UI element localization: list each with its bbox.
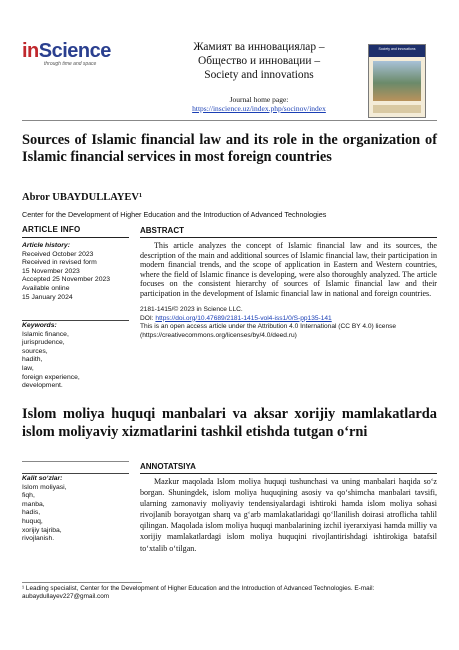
uzbek-keywords-label: Kalit so‘zlar: [22,475,63,482]
abstract-section [140,226,437,340]
keyword-item: Islamic finance, [22,330,69,338]
logo-tagline: through time and space [44,61,97,67]
abstract-text: This article analyzes the concept of Islamic financial law and its sources, the description of the main and additional sources of Islamic financial law, their participation in modern financial trends, and the scope of application in Eastern and Western countries, where the field of Islamic finance is developing, were also thoroughly analyzed. The article focuses on the consistent hierarchy of sources of Islamic financial law and their participation in the development of Islamic financial law in national and foreign countries. [140,241,437,298]
abstract-heading: ABSTRACT [140,226,184,235]
license-text: This is an open access article under the Attribution 4.0 International (CC BY 4.0) license (https://creativecommons.org/licenses/by/4.0/deed.ru) [140,323,397,339]
journal-title-line: Society and innovations [204,69,314,81]
uzbek-keyword-item: fiqh, [22,492,35,500]
uzbek-abstract-body [140,476,437,554]
history-item: 15 November 2023 [22,267,80,275]
homepage-label: Journal home page: [229,95,289,104]
keyword-item: law, [22,364,34,372]
author-name: Abror UBAYDULLAYEV¹ [22,192,143,203]
history-item: Received October 2023 [22,250,94,258]
keywords-label: Keywords: [22,322,57,329]
uzbek-keyword-item: manba, [22,500,45,508]
uzbek-keyword-item: huquq, [22,517,43,525]
uzbek-keywords-rule-top [22,473,129,474]
abstract-body [140,241,437,298]
history-item: 15 January 2024 [22,293,73,301]
history-item: Received in revised form [22,259,97,267]
cover-title: Society and innovations [378,47,416,51]
logo-science-text: Science [38,40,111,62]
uzbek-keyword-item: Islom moliyasi, [22,483,67,491]
keyword-item: jurisprudence, [22,339,65,347]
abstract-rule [140,237,437,238]
history-label: Article history: [22,242,70,249]
logo-in-text: in [22,40,39,62]
uzbek-abstract-rule [140,473,437,474]
article-info-rule [22,237,129,238]
journal-title [150,40,368,82]
history-item: Available online [22,284,70,292]
homepage-link[interactable]: https://inscience.uz/index.php/socinov/index [192,104,326,113]
uzbek-keyword-item: xorijiy tajriba, [22,526,62,534]
uzbek-keyword-item: rivojlanish. [22,535,55,543]
article-info-heading: ARTICLE INFO [22,225,81,234]
uzbek-abstract-text: Mazkur maqolada Islom moliya huquqi tushunchasi va uning manbalari haqida so‘z borgan. Shuningdek, islom moliya huquqining asosiy va qo‘shimcha manbalari tavsifi, ularning zamonaviy moliyaviy tendensiyalardagi ishtiroki hamda islom moliya sohasi rivojlanib borayotgan sharq va g‘arb mamlakatlaridagi qo‘llanilish doirasi atroflicha tahlil qilingan. Maqolada islom moliya huquqi manbalarining izchil iyerarxiyasi hamda milliy va xorijiy mamlakatlardagi islom moliya huquqini rivojlantirishdagi ishtirokiga batafsil to‘xtalib o‘tilgan. [140,477,437,553]
uzbek-keyword-item: hadis, [22,509,41,517]
uzbek-abstract-heading: ANNOTATSIYA [140,462,196,471]
keyword-item: hadith, [22,356,43,364]
issn-copyright: 2181-1415/© 2023 in Science LLC. [140,306,243,314]
uzbek-keywords-column [22,470,129,580]
keyword-item: development. [22,382,63,390]
article-meta [140,306,437,340]
journal-title-line: Общество и инновации – [197,55,321,67]
doi-link[interactable]: https://doi.org/10.47689/2181-1415-vol4-iss1/0/S-pp135-141 [155,314,332,322]
history-item: Accepted 25 November 2023 [22,276,111,284]
journal-logo [22,40,122,80]
uzbek-abstract-section [140,462,437,554]
keyword-item: foreign experience, [22,373,80,381]
author-affiliation: Center for the Development of Higher Education and the Introduction of Advanced Technologies [22,210,327,219]
uzbek-divider [22,461,129,462]
cover-photo [373,61,421,101]
journal-homepage [150,95,368,113]
doi-label: DOI: [140,314,154,322]
article-info-column [22,226,129,396]
uzbek-title: Islom moliya huquqi manbalari va aksar xorijiy mamlakatlarda islom moliyaviy xizmatlarini tashkil etishda tutgan o‘rni [22,406,437,440]
journal-cover-image [368,44,426,118]
keywords-rule [22,320,129,321]
footnote: ¹ Leading specialist, Center for the Development of Higher Education and the Introduction of Advanced Technologies. E-mail: aubaydullayev227@gmail.com [22,585,375,601]
cover-footer [373,105,421,113]
paper-title: Sources of Islamic financial law and its role in the organization of Islamic financial services in most foreign countries [22,132,437,165]
header-divider [22,120,437,121]
keyword-item: sources, [22,347,48,355]
journal-title-line: Жамият ва инновациялар – [193,41,325,53]
footnote-divider [22,582,142,583]
